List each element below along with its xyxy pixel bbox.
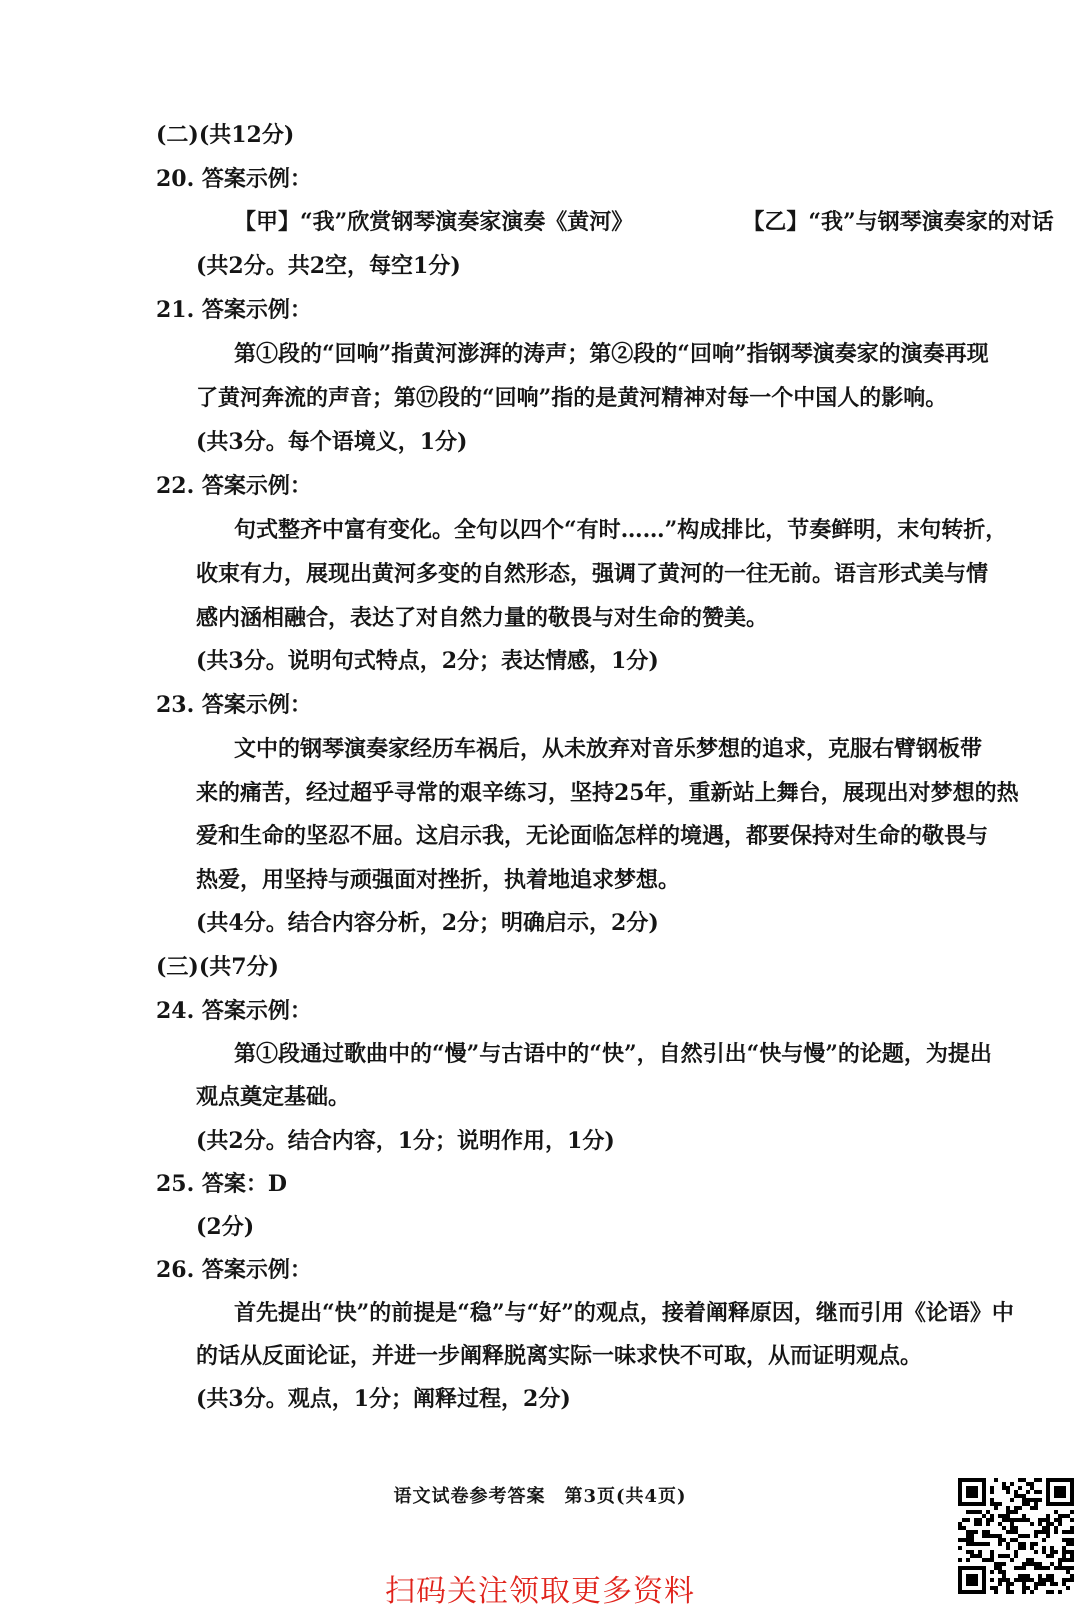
q24-line1: 第①段通过歌曲中的“慢”与古语中的“快”，自然引出“快与慢”的论题，为提出	[234, 1041, 992, 1067]
q23-line1: 文中的钢琴演奏家经历车祸后，从未放弃对音乐梦想的追求，克服右臂钢板带	[234, 736, 983, 762]
q24-score: (共2分。结合内容，1分；说明作用，1分)	[196, 1128, 615, 1154]
q22-line3: 感内涵相融合，表达了对自然力量的敬畏与对生命的赞美。	[196, 605, 769, 631]
q26-score: (共3分。观点，1分；阐释过程，2分)	[196, 1386, 571, 1412]
q21-label: 21. 答案示例：	[156, 297, 312, 323]
q24-label: 24. 答案示例：	[156, 998, 312, 1024]
q23-line3: 爱和生命的坚忍不屈。这启示我，无论面临怎样的境遇，都要保持对生命的敬畏与	[196, 823, 989, 849]
q21-score: (共3分。每个语境义，1分)	[196, 429, 468, 455]
q22-label: 22. 答案示例：	[156, 473, 312, 499]
q22-line1: 句式整齐中富有变化。全句以四个“有时……”构成排比，节奏鲜明，末句转折，	[234, 517, 1008, 543]
section-heading-3: (三)(共7分)	[156, 954, 279, 980]
q23-line4: 热爱，用坚持与顽强面对挫折，执着地追求梦想。	[196, 867, 681, 893]
q20-score: (共2分。共2空，每空1分)	[196, 253, 461, 279]
q23-score: (共4分。结合内容分析，2分；明确启示，2分)	[196, 910, 659, 936]
q20-part-a: 【甲】“我”欣赏钢琴演奏家演奏《黄河》	[234, 209, 634, 235]
q22-line2: 收束有力，展现出黄河多变的自然形态，强调了黄河的一往无前。语言形式美与情	[196, 561, 989, 587]
q26-label: 26. 答案示例：	[156, 1257, 312, 1283]
q20-answer	[234, 207, 1054, 237]
q22-score: (共3分。说明句式特点，2分；表达情感，1分)	[196, 648, 659, 674]
q25-score: (2分)	[196, 1214, 255, 1240]
q23-label: 23. 答案示例：	[156, 692, 312, 718]
q26-line2: 的话从反面论证，并进一步阐释脱离实际一味求快不可取，从而证明观点。	[196, 1343, 923, 1369]
promo-banner[interactable]: 扫码关注领取更多资料	[385, 1574, 695, 1609]
q26-line1: 首先提出“快”的前提是“稳”与“好”的观点，接着阐释原因，继而引用《论语》中	[234, 1300, 1014, 1326]
q25-label: 25. 答案：D	[156, 1171, 288, 1197]
q20-part-b: 【乙】“我”与钢琴演奏家的对话	[753, 209, 1054, 235]
section-heading-2: (二)(共12分)	[156, 122, 295, 148]
q21-line1: 第①段的“回响”指黄河澎湃的涛声；第②段的“回响”指钢琴演奏家的演奏再现	[234, 341, 989, 367]
q21-line2: 了黄河奔流的声音；第⑰段的“回响”指的是黄河精神对每一个中国人的影响。	[196, 385, 948, 411]
page-footer: 语文试卷参考答案 第3页(共4页)	[393, 1486, 687, 1507]
q23-line2: 来的痛苦，经过超乎寻常的艰辛练习，坚持25年，重新站上舞台，展现出对梦想的热	[196, 780, 1019, 806]
q20-label: 20. 答案示例：	[156, 166, 312, 192]
q24-line2: 观点奠定基础。	[196, 1084, 351, 1110]
